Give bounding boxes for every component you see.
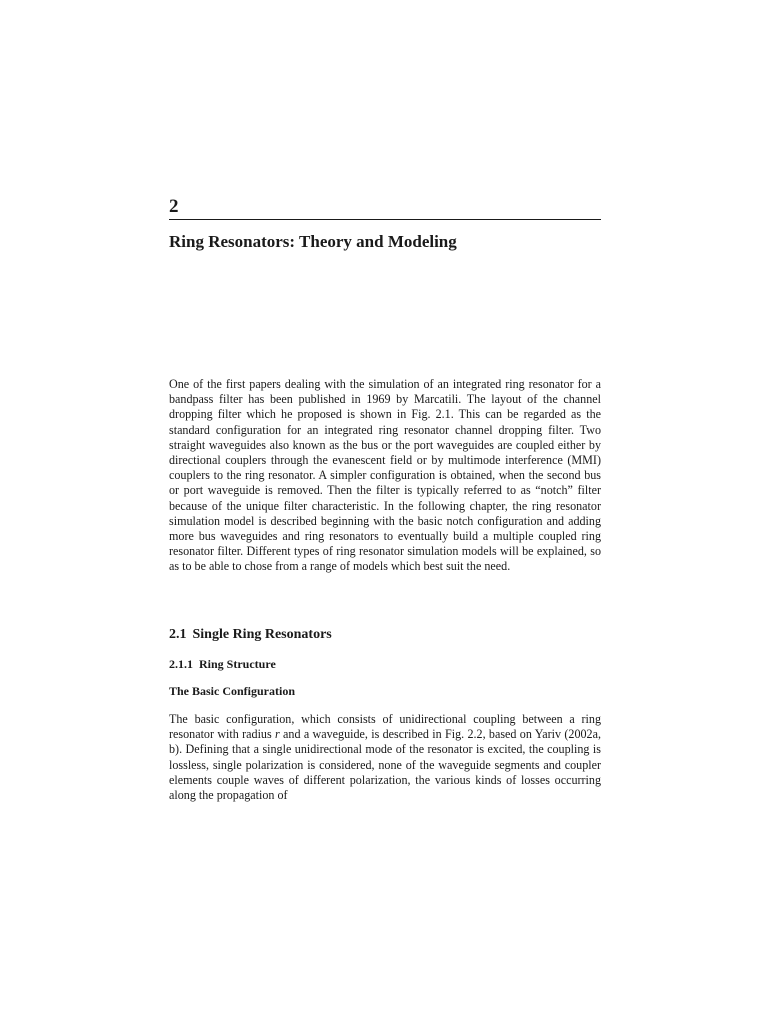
basic-configuration-paragraph	[169, 712, 601, 803]
basic-paragraph-part2: and a waveguide, is described in Fig. 2.2, based on Yariv (2002a, b). Defining that a single unidirectional mode of the resonator is excited, the coupling is lossless, single polarization is considered, none of the waveguide segments and coupler elements couple waves of different polarization, the various kinds of losses occurring along the propagation of	[169, 727, 601, 803]
subsection-heading	[169, 657, 276, 672]
chapter-title: Ring Resonators: Theory and Modeling	[169, 232, 457, 251]
page	[169, 0, 601, 1024]
basic-paragraph-part1: The basic configuration, which consists of unidirectional coupling between a ring resonator with radius	[169, 712, 601, 742]
radius-variable: r	[275, 727, 280, 742]
section-heading	[169, 626, 332, 644]
section-title: Single Ring Resonators	[192, 627, 332, 642]
paragraph-heading: The Basic Configuration	[169, 684, 296, 698]
chapter-number: 2	[169, 196, 179, 217]
subsection-number: 2.1.1	[169, 657, 193, 671]
chapter-rule	[169, 219, 601, 220]
intro-paragraph: One of the first papers dealing with the simulation of an integrated ring resonator for a bandpass filter has been published in 1969 by Marcatili. The layout of the channel dropping filter which he proposed is shown in Fig. 2.1. This can be regarded as the standard configuration for an integrated ring resonator channel dropping filter. Two straight waveguides also known as the bus or the port waveguides are coupled either by directional couplers through the evanescent field or by multimode interference (MMI) couplers to the ring resonator. A simpler configuration is obtained, when the second bus or port waveguide is removed. Then the filter is typically referred to as “notch” filter because of the unique filter characteristic. In the following chapter, the ring resonator simulation model is described beginning with the basic notch configuration and adding more bus waveguides and ring resonators to eventually build a multiple coupled ring resonator filter. Different types of ring resonator simulation models will be explained, so as to be able to chose from a range of models which best suit the need.	[169, 377, 601, 574]
section-number: 2.1	[169, 627, 187, 642]
subsection-title: Ring Structure	[199, 657, 276, 671]
